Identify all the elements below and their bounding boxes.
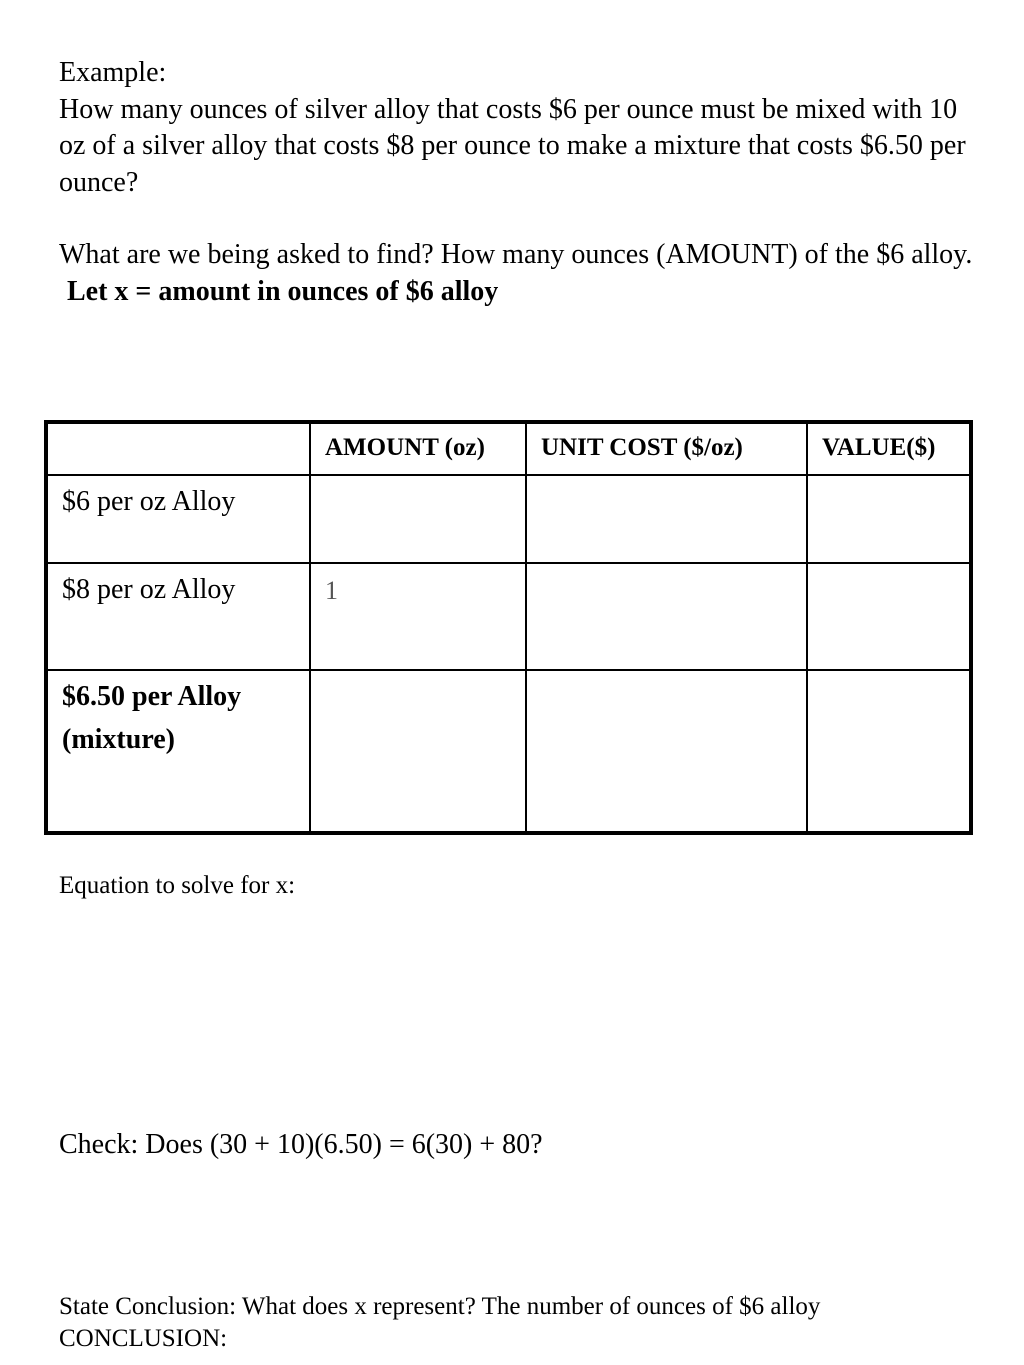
example-heading: Example: [59,57,167,88]
state-conclusion-text: State Conclusion: What does x represent? The number of ounces of $6 alloy [59,1293,821,1320]
value-cell[interactable] [807,670,971,833]
question-text: What are we being asked to find? How many ounces (AMOUNT) of the $6 alloy. [59,239,973,270]
header-unit-cost: UNIT COST ($/oz) [526,422,807,475]
header-blank [46,422,310,475]
problem-statement [59,55,979,310]
table-header-row [46,422,971,475]
header-amount: AMOUNT (oz) [310,422,526,475]
check-line: Check: Does (30 + 10)(6.50) = 6(30) + 80? [59,1129,543,1160]
spacer [59,201,979,237]
row-label: $6 per oz Alloy [46,475,310,563]
table-row [46,670,971,833]
value-cell[interactable] [807,563,971,670]
row-label: $8 per oz Alloy [46,563,310,670]
amount-cell[interactable] [310,475,526,563]
value-cell[interactable] [807,475,971,563]
table-row [46,563,971,670]
amount-cell[interactable]: 1 [310,563,526,670]
equation-label: Equation to solve for x: [59,872,296,899]
unit-cost-cell[interactable] [526,475,807,563]
problem-text: How many ounces of silver alloy that costs $6 per ounce must be mixed with 10 oz of a silver alloy that costs $8 per ounce to make a mixture that costs $6.50 per ounce? [59,93,966,198]
unit-cost-cell[interactable] [526,670,807,833]
table-row [46,475,971,563]
amount-cell[interactable] [310,670,526,833]
let-statement: Let x = amount in ounces of $6 alloy [67,275,499,307]
row-label: $6.50 per Alloy (mixture) [46,670,310,833]
conclusion-label: CONCLUSION: [59,1325,228,1352]
mixture-table [44,420,973,835]
unit-cost-cell[interactable] [526,563,807,670]
conclusion-section [59,1291,820,1355]
header-value: VALUE($) [807,422,971,475]
